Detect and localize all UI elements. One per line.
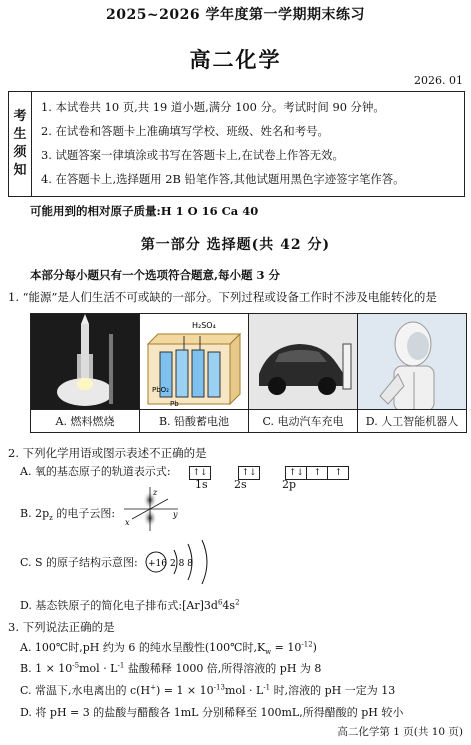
q1-option-c-label: C. 电动汽车充电	[249, 409, 357, 432]
q3-option-d: D. 将 pH = 3 的盐酸与醋酸各 1mL 分别稀释至 100mL,所得醋酸的 pH 较小	[20, 706, 404, 719]
shell-electrons: 2 8 8	[170, 559, 193, 569]
axis-x-label: x	[125, 518, 130, 527]
orbital-label-2s: 2s	[234, 478, 247, 491]
exam-header: 2025~2026 学年度第一学期期末练习	[105, 7, 366, 23]
orbital-box: ↑	[327, 466, 349, 480]
orbital-box: ↑↓	[189, 466, 211, 480]
orbital-label-2p: 2p	[282, 478, 297, 491]
q2-option-b-rest: 的电子云图:	[52, 507, 116, 520]
q1-option-d-label: D. 人工智能机器人	[358, 409, 466, 432]
q1-option-c	[248, 313, 358, 433]
q3-b-text: 盐酸稀释 1000 倍,所得溶液的 pH 为 8	[124, 662, 322, 675]
battery-image	[140, 314, 248, 409]
section-instruction: 本部分每小题只有一个选项符合题意,每小题 3 分	[30, 268, 281, 282]
q3-b-sup: -1	[117, 661, 125, 670]
q1-option-a-label: A. 燃料燃烧	[31, 409, 139, 432]
q3-c-text: 时,溶液的 pH 一定为 13	[270, 684, 396, 697]
ev-charging-image	[249, 314, 357, 409]
exam-date: 2026. 01	[414, 74, 463, 87]
atomic-masses: 可能用到的相对原子质量:H 1 O 16 Ca 40	[30, 204, 259, 218]
orbital-box: ↑↓	[238, 466, 260, 480]
q3-option-a	[20, 639, 317, 656]
notice-box	[8, 91, 465, 197]
section-title: 第一部分 选择题(共 42 分)	[140, 237, 331, 253]
nucleus-label: +16	[148, 559, 167, 569]
q3-option-b	[20, 660, 321, 676]
q3-a-text: A. 100℃时,pH 约为 6 的纯水呈酸性(100℃时,K	[20, 641, 266, 654]
q2-option-b-text: B. 2p	[20, 507, 50, 520]
q1-option-d	[357, 313, 467, 433]
q3-c-sup: -13	[213, 683, 225, 692]
q3-option-c	[20, 682, 395, 698]
notice-item: 3. 试题答案一律填涂或书写在答题卡上,在试卷上作答无效。	[41, 148, 344, 162]
notice-label-char: 生	[13, 127, 27, 142]
electron-cloud-diagram	[118, 487, 182, 531]
notice-label	[9, 92, 32, 196]
q2-option-d-text: D. 基态铁原子的简化电子排布式:[Ar]3d	[20, 599, 218, 612]
q3-c-sup: -1	[263, 683, 271, 692]
q3-a-text: = 10	[271, 641, 302, 654]
orbital-diagram	[189, 462, 348, 481]
q3-b-sup: -5	[72, 661, 80, 670]
pbo2-label: PbO₂	[152, 386, 169, 394]
q3-c-text: ) = 1 × 10	[155, 684, 214, 697]
q3-b-text: B. 1 × 10	[20, 662, 73, 675]
q2-stem: 2. 下列化学用语或图示表述不正确的是	[8, 446, 207, 460]
notice-label-char: 须	[13, 145, 27, 160]
page-title: 高二化学	[189, 47, 282, 72]
notice-label-char: 知	[13, 163, 27, 178]
q3-a-text: )	[312, 641, 317, 654]
axis-y-label: y	[173, 510, 178, 519]
q2-option-b-sub: z	[49, 514, 53, 523]
orbital-box: ↑	[306, 466, 328, 480]
q3-b-text: mol · L	[79, 662, 118, 675]
q2-option-a-text: A. 氧的基态原子的轨道表示式:	[20, 465, 171, 478]
ai-robot-image	[358, 314, 466, 409]
page-footer: 高二化学第 1 页(共 10 页)	[337, 726, 463, 738]
rocket-image	[31, 314, 139, 409]
q3-a-sub: w	[265, 648, 272, 657]
notice-item: 2. 在试卷和答题卡上准确填写学校、班级、姓名和考号。	[41, 124, 329, 138]
axis-z-label: z	[153, 488, 158, 497]
q1-images	[30, 313, 462, 433]
q2-option-d	[20, 597, 240, 613]
notice-item: 1. 本试卷共 10 页,共 19 道小题,满分 100 分。考试时间 90 分钟。	[41, 100, 385, 114]
q1-stem: 1. “能源”是人们生活不可或缺的一部分。下列过程或设备工作时不涉及电能转化的是	[8, 290, 437, 304]
orbital-box: ↑↓	[285, 466, 307, 480]
h2so4-label: H₂SO₄	[192, 321, 216, 330]
q2-option-b	[20, 505, 115, 522]
orbital-label-1s: 1s	[195, 478, 208, 491]
q2-option-d-sup: 6	[217, 598, 223, 607]
q3-c-text: C. 常温下,水电离出的 c(H	[20, 684, 151, 697]
notice-item: 4. 在答题卡上,选择题用 2B 铅笔作答,其他试题用黑色字迹签字笔作答。	[41, 172, 405, 186]
q1-option-a	[30, 313, 140, 433]
sulfur-atom-diagram	[144, 538, 224, 586]
notice-items	[32, 92, 405, 196]
q3-a-sup: -12	[301, 640, 313, 649]
q1-option-b-label: B. 铅酸蓄电池	[140, 409, 248, 432]
pb-label: Pb	[170, 400, 179, 408]
q2-option-d-sup: 2	[235, 598, 240, 607]
q2-option-c: C. S 的原子结构示意图:	[20, 556, 138, 569]
q1-option-b	[139, 313, 249, 433]
q3-c-text: mol · L	[224, 684, 264, 697]
q2-option-a	[20, 463, 171, 479]
q3-stem: 3. 下列说法正确的是	[8, 620, 115, 634]
q2-option-d-mid: 4s	[222, 599, 236, 612]
q3-c-sup: +	[150, 683, 156, 692]
notice-label-char: 考	[13, 109, 27, 124]
